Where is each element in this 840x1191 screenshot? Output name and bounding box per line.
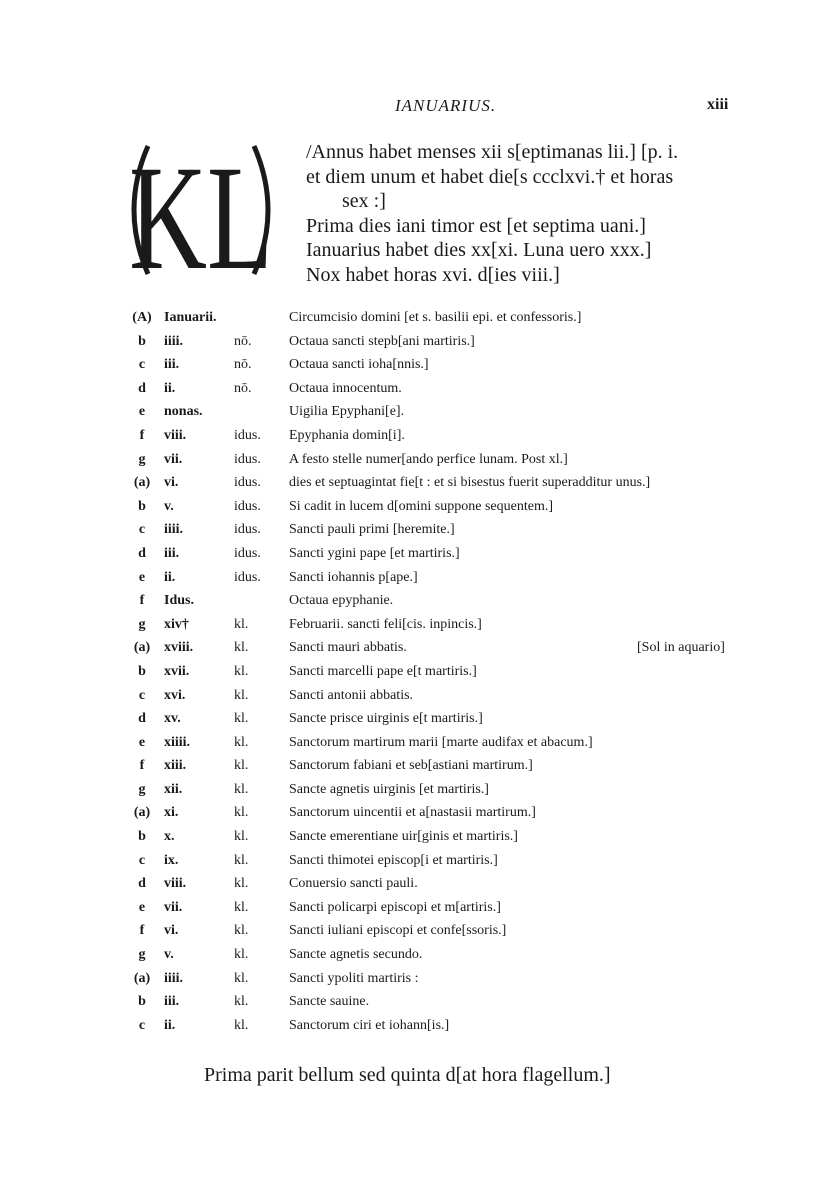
reckoning-abbrev: kl.	[234, 663, 249, 679]
day-number: xvi.	[164, 687, 186, 703]
calendar-row	[0, 803, 840, 827]
dominical-letter: e	[138, 569, 146, 585]
dominical-letter: b	[138, 333, 146, 349]
day-number: ix.	[164, 852, 179, 868]
dominical-letter: (a)	[133, 640, 151, 656]
day-number: v.	[164, 498, 174, 514]
day-number: xvii.	[164, 663, 190, 679]
reckoning-abbrev: kl.	[234, 852, 249, 868]
reckoning-abbrev: kl.	[234, 1017, 249, 1033]
feast-text: Uigilia Epyphani[e].	[289, 404, 405, 420]
calendar-row	[0, 686, 840, 710]
day-number: Idus.	[164, 593, 194, 609]
day-number: xii.	[164, 781, 183, 797]
reckoning-abbrev: kl.	[234, 687, 249, 703]
calendar-row	[0, 568, 840, 592]
feast-text: Sancti marcelli pape e[t martiris.]	[289, 663, 477, 679]
calendar-row	[0, 709, 840, 733]
reckoning-abbrev: kl.	[234, 994, 249, 1010]
calendar-row	[0, 473, 840, 497]
day-number: viii.	[164, 876, 187, 892]
calendar-row	[0, 921, 840, 945]
intro-line: /Annus habet menses xii s[eptimanas lii.] [p. i.	[306, 141, 679, 163]
calendar-row	[0, 591, 840, 615]
feast-text: Sancti ygini pape [et martiris.]	[289, 545, 460, 561]
dominical-letter: f	[139, 923, 145, 939]
reckoning-abbrev: idus.	[234, 569, 261, 585]
day-number: nonas.	[164, 404, 203, 420]
feast-text: Epyphania domin[i].	[289, 427, 405, 443]
intro-line: Nox habet horas xvi. d[ies viii.]	[306, 263, 560, 286]
calendar-row	[0, 450, 840, 474]
day-number: vii.	[164, 451, 183, 467]
kl-decorated-initial	[118, 140, 284, 280]
reckoning-abbrev: kl.	[234, 734, 249, 750]
feast-text: Sancte sauine.	[289, 994, 370, 1010]
dominical-letter: (a)	[133, 805, 151, 821]
dominical-letter: e	[138, 734, 146, 750]
feast-text: Octaua epyphanie.	[289, 593, 394, 609]
intro-verses	[306, 140, 756, 287]
feast-text: Sancte prisce uirginis e[t martiris.]	[289, 711, 483, 727]
calendar-row	[0, 756, 840, 780]
calendar-row	[0, 308, 840, 332]
reckoning-abbrev: kl.	[234, 805, 249, 821]
dominical-letter: e	[138, 404, 146, 420]
dominical-letter: b	[138, 663, 146, 679]
calendar-row	[0, 426, 840, 450]
dominical-letter: d	[138, 545, 146, 561]
dominical-letter: c	[138, 357, 146, 373]
day-number: ii.	[164, 1017, 176, 1033]
dominical-letter: d	[138, 876, 146, 892]
day-number: xiii.	[164, 758, 187, 774]
feast-text: Sancti policarpi episcopi et m[artiris.]	[289, 899, 501, 915]
reckoning-abbrev: idus.	[234, 522, 261, 538]
calendar-row	[0, 851, 840, 875]
calendar-row	[0, 497, 840, 521]
footer-verse: Prima parit bellum sed quinta d[at hora flagellum.]	[204, 1064, 611, 1086]
reckoning-abbrev: kl.	[234, 923, 249, 939]
dominical-letter: f	[139, 593, 145, 609]
feast-text: Sanctorum martirum marii [marte audifax et abacum.]	[289, 734, 593, 750]
dominical-letter: g	[138, 616, 146, 632]
reckoning-abbrev: idus.	[234, 498, 261, 514]
calendar-row	[0, 898, 840, 922]
feast-text: Sanctorum uincentii et a[nastasii martirum.]	[289, 805, 536, 821]
calendar-row	[0, 827, 840, 851]
dominical-letter: d	[138, 380, 146, 396]
intro-line: et diem unum et habet die[s ccclxvi.† et horas	[306, 165, 674, 188]
calendar-row	[0, 615, 840, 639]
day-number: vii.	[164, 899, 183, 915]
dominical-letter: b	[138, 994, 146, 1010]
dominical-letter: (a)	[133, 970, 151, 986]
dominical-letter: f	[139, 427, 145, 443]
feast-text: Sanctorum fabiani et seb[astiani martirum.]	[289, 758, 533, 774]
feast-text: Sancti thimotei episcop[i et martiris.]	[289, 852, 498, 868]
reckoning-abbrev: nō.	[234, 380, 252, 396]
day-number: iii.	[164, 994, 180, 1010]
day-number: ii.	[164, 569, 176, 585]
day-number: v.	[164, 947, 174, 963]
calendar-row	[0, 969, 840, 993]
calendar-row	[0, 402, 840, 426]
reckoning-abbrev: kl.	[234, 781, 249, 797]
feast-text: Sancti ypoliti martiris :	[289, 970, 419, 986]
dominical-letter: g	[138, 451, 146, 467]
dominical-letter: c	[138, 852, 146, 868]
day-number: xiv†	[164, 616, 189, 632]
dominical-letter: g	[138, 947, 146, 963]
calendar-row	[0, 733, 840, 757]
calendar-row	[0, 638, 840, 662]
dominical-letter: (A)	[132, 310, 152, 325]
reckoning-abbrev: kl.	[234, 758, 249, 774]
reckoning-abbrev: kl.	[234, 970, 249, 986]
dominical-letter: c	[138, 687, 146, 703]
feast-text: Sancti iohannis p[ape.]	[289, 569, 418, 585]
day-number: vi.	[164, 923, 179, 939]
calendar-row	[0, 662, 840, 686]
feast-text: Sancti iuliani episcopi et confe[ssoris.]	[289, 923, 507, 939]
feast-text: Sancti pauli primi [heremite.]	[289, 522, 455, 538]
reckoning-abbrev: kl.	[234, 829, 249, 845]
feast-text: Sancte agnetis uirginis [et martiris.]	[289, 781, 489, 797]
dominical-letter: d	[138, 711, 146, 727]
day-number: iii.	[164, 545, 180, 561]
day-number: iiii.	[164, 970, 184, 986]
calendar-row	[0, 379, 840, 403]
feast-text: dies et septuagintat fie[t : et si bisestus fuerit superadditur unus.]	[289, 475, 651, 491]
margin-note: [Sol in aquario]	[637, 640, 725, 656]
day-number: xiiii.	[164, 734, 191, 750]
feast-text: Sancte emerentiane uir[ginis et martiris.]	[289, 829, 518, 845]
feast-text: Sancti mauri abbatis.	[289, 640, 407, 656]
dominical-letter: (a)	[133, 475, 151, 491]
page-number: xiii	[707, 96, 729, 113]
reckoning-abbrev: idus.	[234, 427, 261, 443]
running-head	[0, 96, 840, 120]
intro-line: Prima dies iani timor est [et septima uani.]	[306, 214, 646, 237]
calendar-row	[0, 992, 840, 1016]
reckoning-abbrev: kl.	[234, 640, 249, 656]
calendar-row	[0, 355, 840, 379]
feast-text: Si cadit in lucem d[omini suppone sequentem.]	[289, 498, 554, 514]
running-title: IANUARIUS.	[395, 96, 497, 115]
feast-text: Octaua sancti ioha[nnis.]	[289, 357, 429, 373]
day-number: x.	[164, 829, 175, 845]
feast-text: Sancti antonii abbatis.	[289, 687, 414, 703]
reckoning-abbrev: idus.	[234, 451, 261, 467]
reckoning-abbrev: idus.	[234, 545, 261, 561]
intro-line: sex :]	[342, 190, 386, 212]
feast-text: Octaua innocentum.	[289, 380, 402, 396]
feast-text: Circumcisio domini [et s. basilii epi. et confessoris.]	[289, 310, 582, 325]
reckoning-abbrev: nō.	[234, 333, 252, 349]
feast-text: A festo stelle numer[ando perfice lunam. Post xl.]	[289, 451, 568, 467]
calendar-row	[0, 780, 840, 804]
feast-text: Octaua sancti stepb[ani martiris.]	[289, 333, 475, 349]
kl-initial-letters: KL	[129, 140, 273, 280]
reckoning-abbrev: kl.	[234, 899, 249, 915]
calendar-table	[0, 308, 840, 1039]
dominical-letter: e	[138, 899, 146, 915]
day-number: vi.	[164, 475, 179, 491]
day-number: Ianuarii.	[164, 310, 217, 325]
reckoning-abbrev: idus.	[234, 475, 261, 491]
reckoning-abbrev: kl.	[234, 947, 249, 963]
calendar-row	[0, 520, 840, 544]
day-number: xi.	[164, 805, 179, 821]
feast-text: Sanctorum ciri et iohann[is.]	[289, 1017, 450, 1033]
dominical-letter: b	[138, 829, 146, 845]
calendar-row	[0, 874, 840, 898]
day-number: ii.	[164, 380, 176, 396]
dominical-letter: c	[138, 522, 146, 538]
feast-text: Februarii. sancti feli[cis. inpincis.]	[289, 616, 482, 632]
feast-text: Sancte agnetis secundo.	[289, 947, 423, 963]
dominical-letter: g	[138, 781, 146, 797]
feast-text: Conuersio sancti pauli.	[289, 876, 418, 892]
dominical-letter: b	[138, 498, 146, 514]
day-number: viii.	[164, 427, 187, 443]
day-number: iii.	[164, 357, 180, 373]
day-number: xviii.	[164, 640, 194, 656]
calendar-row	[0, 945, 840, 969]
day-number: iiii.	[164, 522, 184, 538]
calendar-row	[0, 544, 840, 568]
reckoning-abbrev: kl.	[234, 876, 249, 892]
day-number: iiii.	[164, 333, 184, 349]
day-number: xv.	[164, 711, 181, 727]
reckoning-abbrev: kl.	[234, 616, 249, 632]
dominical-letter: c	[138, 1017, 146, 1033]
reckoning-abbrev: kl.	[234, 711, 249, 727]
intro-line: Ianuarius habet dies xx[xi. Luna uero xxx.]	[306, 239, 652, 261]
reckoning-abbrev: nō.	[234, 357, 252, 373]
dominical-letter: f	[139, 758, 145, 774]
calendar-row	[0, 1016, 840, 1040]
calendar-row	[0, 332, 840, 356]
